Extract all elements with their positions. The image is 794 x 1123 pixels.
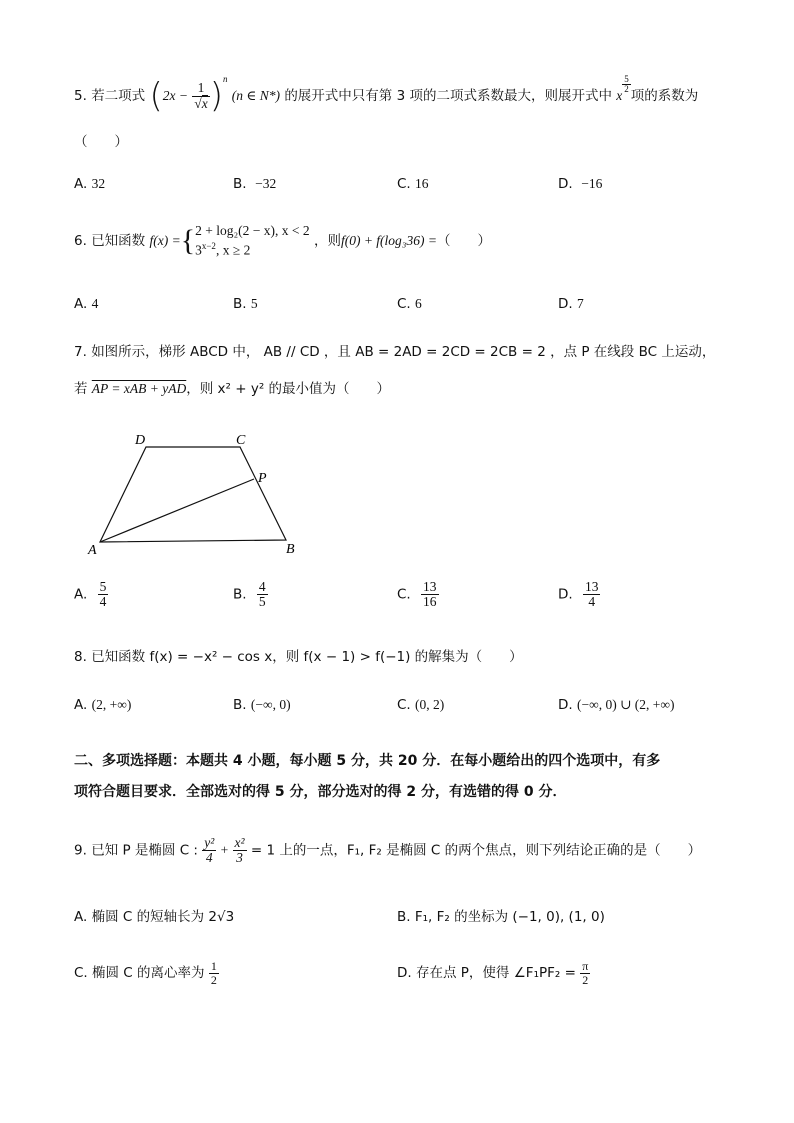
q5-open-paren: ( (149, 76, 163, 116)
q7-line-1: 如图所示，梯形 ABCD 中， AB // CD ，且 AB = 2AD = 2CD = 2CB = 2 ，点 P 在线段 BC 上运动， (91, 344, 716, 360)
q6-number: 6. (74, 232, 87, 249)
label-p: P (258, 471, 267, 486)
question-9: 9. 已知 P 是椭圆 C : $\frac{\text{y²}}{4}$ + $\frac{\text{x²}}{3}$ = 1 上的一点，F₁, F₂ 是椭圆 C 的两个焦点，则下列结论正确的是（ ） (74, 835, 702, 866)
q5-fraction (192, 81, 209, 110)
q6-text-b: ，则 (313, 232, 341, 249)
q5-option-d[interactable]: D. −16 (558, 176, 603, 192)
q5-text-a: 若二项式 (91, 88, 146, 104)
q9-text-b: = 1 上的一点，F₁, F₂ 是椭圆 C 的两个焦点，则下列结论正确的是（ ） (250, 842, 702, 859)
q5-close-paren: ) (209, 76, 223, 116)
question-6 (74, 222, 491, 260)
q9-option-c[interactable]: C. 椭圆 C 的离心率为 $\frac{1}{2}$ (74, 959, 217, 987)
q5-frac-num: 1 (197, 80, 205, 96)
label-d: D (135, 433, 146, 448)
q8-option-c[interactable]: C. (0, 2) (397, 697, 445, 713)
q5-expr-inner: 2x − (162, 88, 188, 103)
q6-option-a[interactable]: A. 4 (74, 296, 99, 312)
section-2-heading-line-1: 二、多项选择题：本题共 4 小题，每小题 5 分，共 20 分．在每小题给出的四个选项中，有多 (74, 753, 661, 769)
q9-number: 9. (74, 842, 87, 859)
q5-option-a[interactable]: A. 32 (74, 176, 106, 192)
q5-term-base: x (616, 88, 623, 103)
q5-option-b[interactable]: B. −32 (233, 176, 277, 192)
q6-option-d[interactable]: D. 7 (558, 296, 584, 312)
q5-blank: （ ） (74, 134, 128, 150)
question-7 (74, 340, 715, 360)
q8-option-b[interactable]: B. (−∞, 0) (233, 697, 291, 713)
q6-blank: （ ） (436, 232, 491, 249)
q9-option-a[interactable]: A. 椭圆 C 的短轴长为 2√3 (74, 909, 235, 925)
q5-option-c[interactable]: C. 16 (397, 176, 429, 192)
section-2-heading-line-2: 项符合题目要求．全部选对的得 5 分，部分选对的得 2 分，有选错的得 0 分． (74, 784, 567, 800)
q6-brace: { (180, 223, 196, 257)
trapezoid-figure (80, 428, 320, 563)
q9-text-a: 已知 P 是椭圆 C : (91, 842, 198, 859)
q6-function: f(x) = (149, 232, 181, 248)
q9-option-d[interactable]: D. 存在点 P，使得 ∠F₁PF₂ = $\frac{\pi}{2}$ (397, 959, 589, 987)
q6-case-1: 2 + log₂(2 − x), x < 2 (195, 223, 310, 238)
q8-option-d[interactable]: D. (−∞, 0) ∪ (2, +∞) (558, 697, 675, 713)
q7-line-2: 若 AP = xAB + yAD，则 x² + y² 的最小值为（ ） (74, 381, 391, 397)
q5-condition: (n ∈ N*) (231, 88, 281, 103)
q8-option-a[interactable]: A. (2, +∞) (74, 697, 132, 713)
question-8 (74, 645, 523, 665)
q7-option-d[interactable]: D. $\frac{13}{4}$ (558, 579, 599, 610)
q5-term-exponent: $\frac{5}{2}$ (624, 73, 629, 94)
segment-ap (100, 479, 254, 542)
q8-text: 已知函数 f(x) = −x² − cos x，则 f(x − 1) > f(−1) 的解集为（ ） (91, 649, 523, 665)
q5-number: 5. (74, 88, 87, 104)
trapezoid-abcd (100, 447, 286, 542)
q6-option-c[interactable]: C. 6 (397, 296, 422, 312)
q9-frac-y: $\frac{\text{y²}}{4}$ (204, 835, 215, 866)
q6-text-a: 已知函数 (91, 232, 146, 249)
q5-text-b: 的展开式中只有第 3 项的二项式系数最大，则展开式中 (284, 88, 612, 104)
q6-expression: f(0) + f(log₃36) = (340, 232, 437, 248)
q9-frac-x: $\frac{\text{x²}}{3}$ (234, 835, 245, 866)
q7-option-c[interactable]: C. $\frac{13}{16}$ (397, 579, 437, 610)
q5-text-c: 项的系数为 (630, 88, 699, 104)
label-a: A (88, 543, 97, 558)
q6-cases (195, 222, 310, 260)
q7-number: 7. (74, 344, 87, 360)
q7-option-a[interactable]: A. $\frac{5}{4}$ (74, 579, 107, 610)
q5-frac-den: √x (194, 95, 208, 111)
label-c: C (236, 433, 246, 448)
q5-exponent: n (222, 74, 228, 84)
question-5 (74, 73, 699, 116)
label-b: B (286, 542, 295, 557)
q6-case-2: $3^{x-2}$, x ≥ 2 (195, 241, 251, 258)
q9-option-b[interactable]: B. F₁, F₂ 的坐标为 (−1, 0), (1, 0) (397, 909, 605, 925)
q6-option-b[interactable]: B. 5 (233, 296, 258, 312)
q7-option-b[interactable]: B. $\frac{4}{5}$ (233, 579, 266, 610)
q8-number: 8. (74, 649, 87, 665)
q7-vector-equation: AP = xAB + yAD (91, 381, 187, 396)
